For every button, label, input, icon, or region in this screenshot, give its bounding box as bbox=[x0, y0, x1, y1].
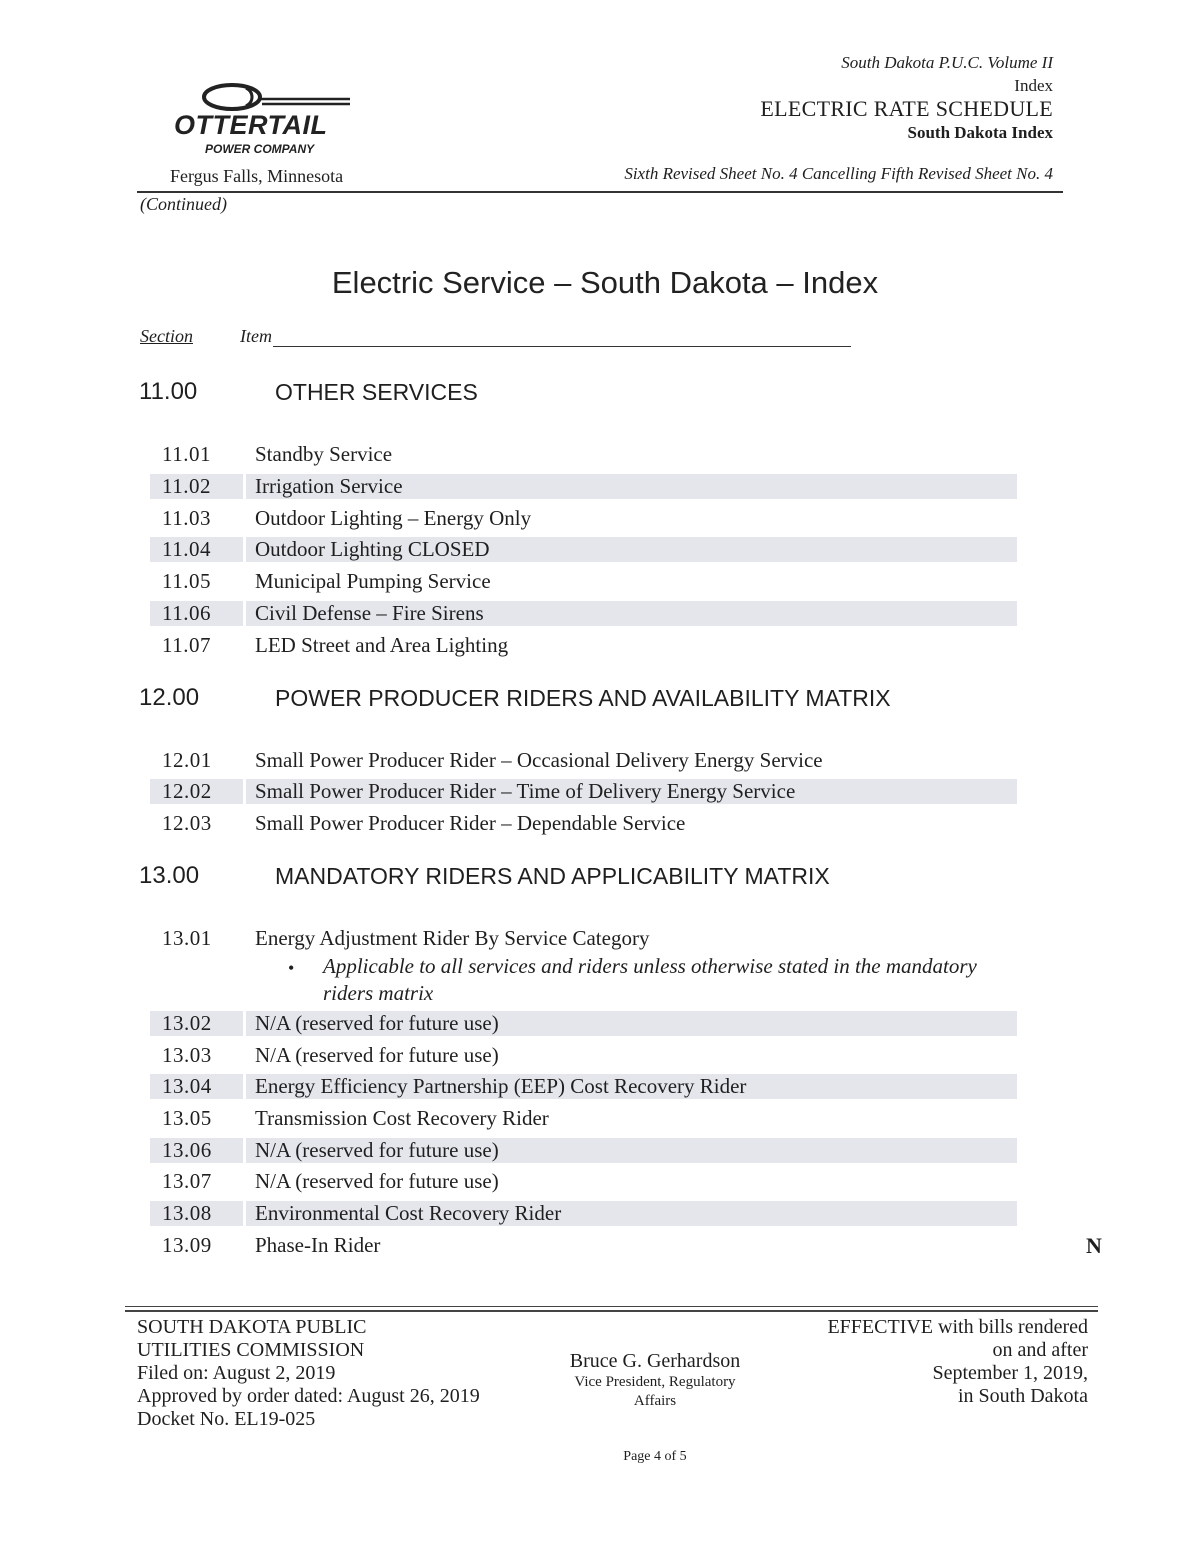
item-text: Small Power Producer Rider – Dependable Service bbox=[255, 811, 686, 835]
section-title: OTHER SERVICES bbox=[275, 379, 478, 405]
signer-title: Affairs bbox=[633, 1393, 677, 1409]
item-number: 13.06 bbox=[162, 1138, 212, 1162]
item-number: 11.04 bbox=[162, 537, 211, 561]
continued-label: (Continued) bbox=[140, 194, 227, 214]
item-number: 13.01 bbox=[162, 926, 212, 950]
index-row bbox=[150, 506, 1017, 531]
filed-date: Filed on: August 2, 2019 bbox=[137, 1362, 336, 1384]
schedule-title: ELECTRIC RATE SCHEDULE bbox=[760, 96, 1053, 121]
index-row bbox=[150, 569, 1017, 594]
item-text: Irrigation Service bbox=[255, 474, 403, 498]
section-title: POWER PRODUCER RIDERS AND AVAILABILITY MATRIX bbox=[275, 685, 891, 711]
item-text: Outdoor Lighting CLOSED bbox=[255, 537, 490, 561]
docket-number: Docket No. EL19-025 bbox=[137, 1408, 316, 1430]
item-text: Energy Efficiency Partnership (EEP) Cost Recovery Rider bbox=[255, 1074, 747, 1098]
effective-line: on and after bbox=[992, 1339, 1088, 1361]
section-number: 13.00 bbox=[139, 862, 200, 889]
index-row bbox=[150, 1233, 1017, 1258]
index-row bbox=[150, 1169, 1017, 1194]
index-row bbox=[150, 1106, 1017, 1131]
item-text: Municipal Pumping Service bbox=[255, 569, 491, 593]
item-text: N/A (reserved for future use) bbox=[255, 1011, 499, 1035]
item-number: 11.03 bbox=[162, 506, 211, 530]
column-header-item: Item bbox=[240, 326, 272, 346]
item-text: N/A (reserved for future use) bbox=[255, 1169, 499, 1193]
item-number: 13.03 bbox=[162, 1043, 212, 1067]
item-text: Small Power Producer Rider – Occasional Delivery Energy Service bbox=[255, 748, 823, 772]
item-text: Transmission Cost Recovery Rider bbox=[255, 1106, 549, 1130]
item-text: Phase-In Rider bbox=[255, 1233, 381, 1257]
item-number: 11.01 bbox=[162, 442, 211, 466]
item-text: Civil Defense – Fire Sirens bbox=[255, 601, 484, 625]
commission-line: UTILITIES COMMISSION bbox=[137, 1339, 365, 1361]
signer-name: Bruce G. Gerhardson bbox=[569, 1350, 741, 1372]
column-header-rule bbox=[273, 346, 851, 347]
section-number: 12.00 bbox=[139, 684, 200, 711]
section-title: MANDATORY RIDERS AND APPLICABILITY MATRIX bbox=[275, 863, 830, 889]
item-number: 12.03 bbox=[162, 811, 212, 835]
page-title: Electric Service – South Dakota – Index bbox=[331, 265, 879, 300]
volume-label: South Dakota P.U.C. Volume II bbox=[841, 53, 1053, 72]
company-logo bbox=[172, 80, 362, 160]
section-number: 11.00 bbox=[139, 378, 198, 405]
logo-subtitle: POWER COMPANY bbox=[205, 142, 315, 156]
item-number: 12.02 bbox=[162, 779, 212, 803]
item-text: LED Street and Area Lighting bbox=[255, 633, 509, 657]
item-number: 13.04 bbox=[162, 1074, 212, 1098]
header-rule bbox=[137, 191, 1063, 193]
item-text: N/A (reserved for future use) bbox=[255, 1138, 499, 1162]
effective-date: September 1, 2019, bbox=[932, 1362, 1088, 1384]
column-header-section: Section bbox=[140, 326, 193, 346]
index-row bbox=[150, 633, 1017, 658]
new-item-marker: N bbox=[1086, 1233, 1102, 1258]
footer-rule bbox=[125, 1306, 1098, 1307]
item-number: 12.01 bbox=[162, 748, 212, 772]
index-row bbox=[150, 811, 1017, 836]
effective-block bbox=[827, 1316, 1088, 1408]
commission-block bbox=[137, 1316, 480, 1431]
index-row bbox=[150, 748, 1017, 773]
approved-date: Approved by order dated: August 26, 2019 bbox=[137, 1385, 480, 1407]
index-label: Index bbox=[1014, 76, 1053, 95]
otter-tail-swoosh-icon bbox=[202, 80, 352, 114]
bullet-icon: • bbox=[288, 958, 295, 978]
item-number: 11.02 bbox=[162, 474, 211, 498]
item-text: Outdoor Lighting – Energy Only bbox=[255, 506, 532, 530]
item-number: 13.08 bbox=[162, 1201, 212, 1225]
item-number: 11.07 bbox=[162, 633, 211, 657]
item-number: 13.09 bbox=[162, 1233, 212, 1257]
sheet-revision: Sixth Revised Sheet No. 4 Cancelling Fifth Revised Sheet No. 4 bbox=[624, 164, 1053, 183]
index-row bbox=[150, 474, 1017, 499]
item-text: Energy Adjustment Rider By Service Category bbox=[255, 926, 650, 950]
item-number: 13.05 bbox=[162, 1106, 212, 1130]
logo-wordmark: OTTERTAIL bbox=[174, 110, 328, 140]
index-row bbox=[150, 537, 1017, 562]
page-number: Page 4 of 5 bbox=[623, 1449, 687, 1464]
item-number: 13.02 bbox=[162, 1011, 212, 1035]
applicability-note: Applicable to all services and riders unless otherwise stated in the mandatory riders matrix bbox=[323, 954, 977, 1005]
item-text: Environmental Cost Recovery Rider bbox=[255, 1201, 562, 1225]
effective-line: EFFECTIVE with bills rendered bbox=[827, 1316, 1088, 1338]
index-row bbox=[150, 926, 1017, 951]
index-row bbox=[150, 1011, 1017, 1036]
index-row bbox=[150, 1074, 1017, 1099]
company-city: Fergus Falls, Minnesota bbox=[170, 166, 344, 186]
sd-index-label: South Dakota Index bbox=[907, 123, 1053, 142]
signer-title: Vice President, Regulatory bbox=[574, 1374, 736, 1390]
footer-rule-thick bbox=[125, 1310, 1098, 1312]
index-row bbox=[150, 1201, 1017, 1226]
signer-block bbox=[555, 1349, 755, 1411]
item-number: 11.05 bbox=[162, 569, 211, 593]
item-number: 13.07 bbox=[162, 1169, 212, 1193]
index-row bbox=[150, 601, 1017, 626]
item-text: Small Power Producer Rider – Time of Delivery Energy Service bbox=[255, 779, 796, 803]
index-row bbox=[150, 1138, 1017, 1163]
item-text: Standby Service bbox=[255, 442, 393, 466]
index-row bbox=[150, 779, 1017, 804]
index-row bbox=[150, 442, 1017, 467]
item-text: N/A (reserved for future use) bbox=[255, 1043, 499, 1067]
item-number: 11.06 bbox=[162, 601, 211, 625]
index-row bbox=[150, 1043, 1017, 1068]
effective-line: in South Dakota bbox=[958, 1385, 1088, 1407]
commission-line: SOUTH DAKOTA PUBLIC bbox=[137, 1316, 367, 1338]
